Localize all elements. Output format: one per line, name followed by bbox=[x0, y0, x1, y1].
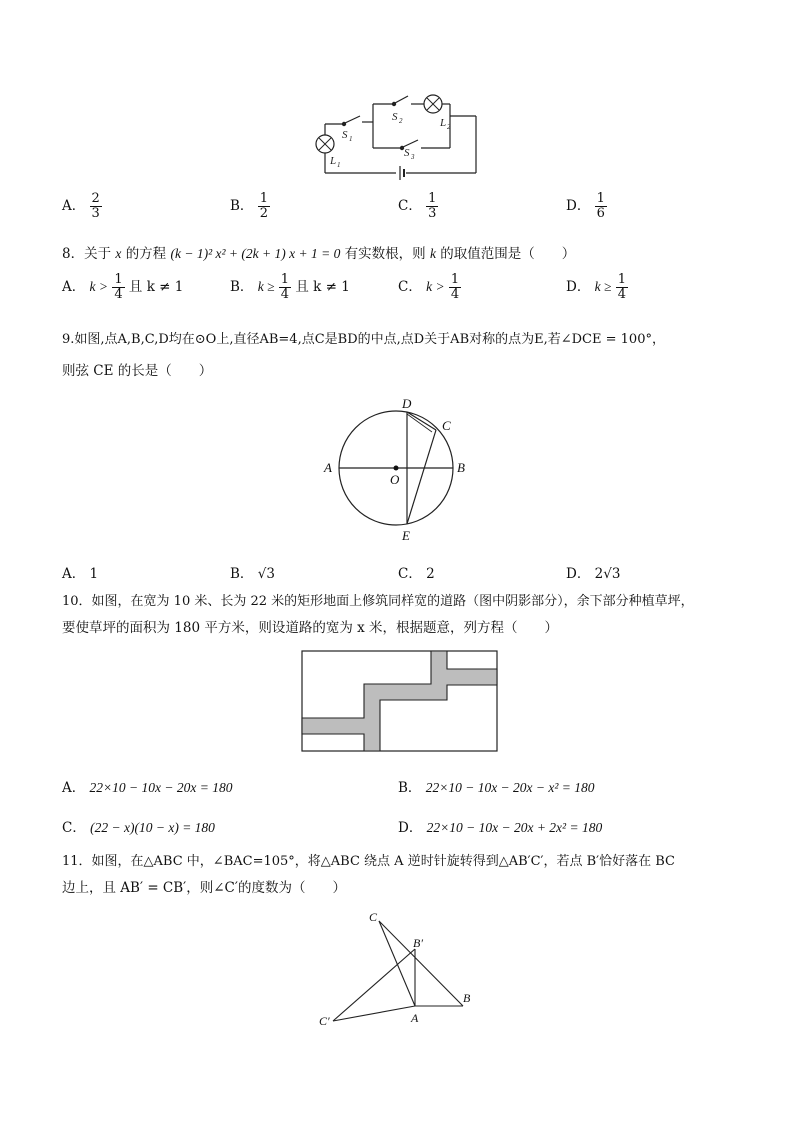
q10-option-b[interactable]: B． 22×10 − 10x − 20x − x² = 180 bbox=[398, 780, 595, 796]
q7-option-b[interactable]: B． $\frac{1}{2}$ bbox=[230, 191, 268, 221]
q10-stem-line2: 要使草坪的面积为 180 平方米，则设道路的宽为 x 米，根据题意，列方程（ ） bbox=[62, 620, 559, 636]
q9-option-c[interactable]: C． 2 bbox=[398, 566, 435, 582]
q10-option-c[interactable]: C． (22 − x)(10 − x) = 180 bbox=[62, 820, 215, 836]
label-e: E bbox=[402, 528, 410, 543]
label-c: C bbox=[369, 910, 378, 924]
circle-diagram bbox=[320, 392, 470, 544]
label-l1: L bbox=[330, 155, 337, 167]
q8-option-b[interactable]: B． k ≥ $\frac{1}{4}$ 且 k ≠ 1 bbox=[230, 272, 350, 302]
svg-text:1: 1 bbox=[337, 161, 341, 169]
q8-option-d[interactable]: D． k ≥ $\frac{1}{4}$ bbox=[566, 272, 626, 302]
q8-option-a[interactable]: A． k > $\frac{1}{4}$ 且 k ≠ 1 bbox=[62, 272, 184, 302]
label-d: D bbox=[402, 396, 412, 411]
q7-option-c[interactable]: C． $\frac{1}{3}$ bbox=[398, 191, 437, 221]
triangle-diagram bbox=[315, 905, 485, 1030]
q7-option-a[interactable]: A． $\frac{2}{3}$ bbox=[62, 191, 100, 221]
label-o: O bbox=[390, 472, 400, 487]
svg-text:2: 2 bbox=[399, 117, 403, 125]
circuit-diagram bbox=[300, 92, 500, 184]
label-a: A bbox=[324, 460, 332, 475]
label-s1: S bbox=[342, 129, 348, 141]
q9-option-b[interactable]: B． √3 bbox=[230, 566, 275, 582]
label-a: A bbox=[411, 1011, 419, 1025]
q9-stem-line1: 9.如图,点A,B,C,D均在⊙O上,直径AB=4,点C是BD的中点,点D关于AB对称的点为E,若∠DCE = 100°， bbox=[62, 332, 665, 347]
svg-text:3: 3 bbox=[411, 153, 415, 161]
q10-option-d[interactable]: D． 22×10 − 10x − 20x + 2x² = 180 bbox=[398, 820, 603, 836]
svg-text:2: 2 bbox=[447, 123, 451, 131]
label-c: C bbox=[442, 418, 451, 433]
q7-option-d[interactable]: D． $\frac{1}{6}$ bbox=[566, 191, 605, 221]
label-c-prime: C′ bbox=[319, 1014, 330, 1028]
label-s2: S bbox=[392, 111, 398, 123]
label-b-prime: B′ bbox=[413, 936, 423, 950]
road-diagram bbox=[300, 650, 500, 754]
q10-stem-line1: 10．如图，在宽为 10 米、长为 22 米的矩形地面上修筑同样宽的道路（图中阴影部分），余下部分种植草坪， bbox=[62, 594, 694, 609]
label-l2: L bbox=[440, 117, 447, 129]
q11-stem-line2: 边上，且 AB′ = CB′，则∠C′的度数为（ ） bbox=[62, 880, 346, 896]
q8-option-c[interactable]: C． k > $\frac{1}{4}$ bbox=[398, 272, 460, 302]
q11-stem-line1: 11．如图，在△ABC 中，∠BAC=105°，将△ABC 绕点 A 逆时针旋转得到△AB′C′，若点 B′恰好落在 BC bbox=[62, 854, 675, 869]
lamp-l1-icon bbox=[316, 135, 334, 153]
q9-option-a[interactable]: A． 1 bbox=[62, 566, 99, 582]
label-s3: S bbox=[404, 147, 410, 159]
q9-stem-line2: 则弦 CE 的长是（ ） bbox=[62, 363, 213, 379]
label-b: B bbox=[457, 460, 465, 475]
lamp-l2-icon bbox=[424, 95, 442, 113]
q9-option-d[interactable]: D． 2√3 bbox=[566, 566, 621, 582]
svg-text:1: 1 bbox=[349, 135, 353, 143]
q10-option-a[interactable]: A． 22×10 − 10x − 20x = 180 bbox=[62, 780, 233, 796]
label-b: B bbox=[463, 991, 471, 1005]
q8-stem: 8．关于 x 的方程 (k − 1)² x² + (2k + 1) x + 1 = 0 有实数根，则 k 的取值范围是（ ） bbox=[62, 246, 576, 262]
